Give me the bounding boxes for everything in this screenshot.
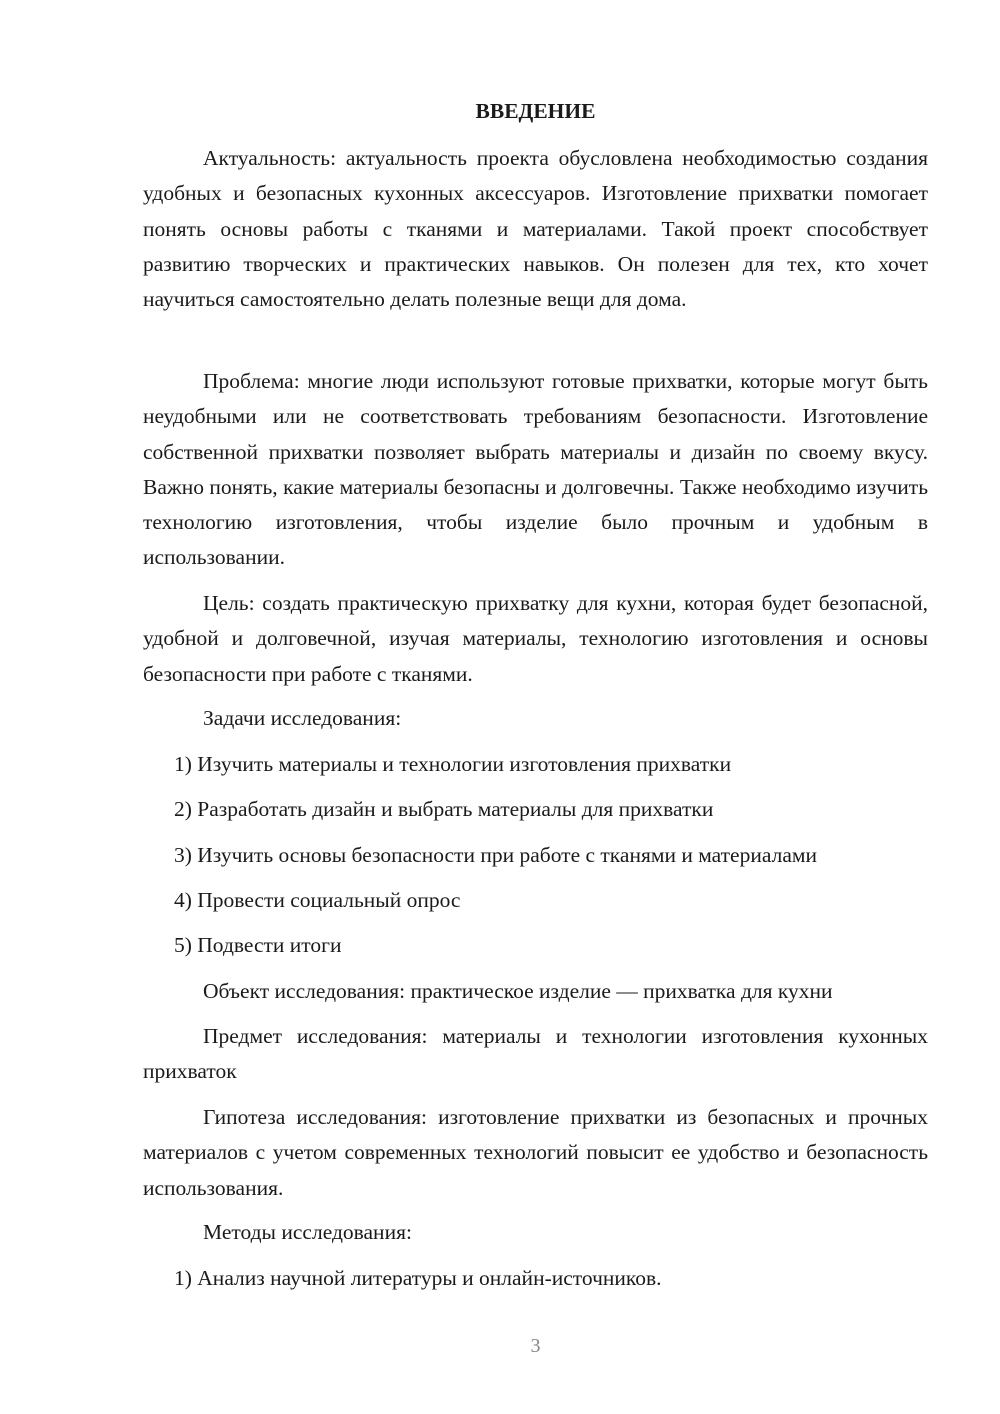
task-item-1: 1) Изучить материалы и технологии изготовления прихватки — [174, 752, 732, 776]
section-heading: ВВЕДЕНИЕ — [475, 99, 596, 123]
task-item-3: 3) Изучить основы безопасности при работе с тканями и материалами — [174, 843, 817, 867]
problem-paragraph: Проблема: многие люди используют готовые прихватки, которые могут быть неудобными или не соответствовать требованиям безопасности. Изготовление собственной прихватки позволяет выбрать материалы и дизайн по своему вкусу. Важно понять, какие материалы безопасны и долговечны. Также необходимо изучить технологию изготовления, чтобы изделие было прочным и удобным в использовании. — [143, 369, 928, 570]
relevance-paragraph: Актуальность: актуальность проекта обусловлена необходимостью создания удобных и безопасных кухонных аксессуаров. Изготовление прихватки помогает понять основы работы с тканями и материалами. Такой проект способствует развитию творческих и практических навыков. Он полезен для тех, кто хочет научиться самостоятельно делать полезные вещи для дома. — [143, 146, 928, 312]
document-page — [143, 0, 928, 1414]
tasks-title: Задачи исследования: — [203, 706, 402, 730]
method-item-1: 1) Анализ научной литературы и онлайн-источников. — [174, 1266, 662, 1290]
hypothesis-paragraph: Гипотеза исследования: изготовление прихватки из безопасных и прочных материалов с учетом современных технологий повысит ее удобство и безопасность использования. — [143, 1105, 928, 1200]
task-item-4: 4) Провести социальный опрос — [174, 888, 461, 912]
task-item-2: 2) Разработать дизайн и выбрать материалы для прихватки — [174, 797, 714, 821]
subject-paragraph: Предмет исследования: материалы и технологии изготовления кухонных прихваток — [143, 1024, 928, 1084]
goal-paragraph: Цель: создать практическую прихватку для кухни, которая будет безопасной, удобной и долговечной, изучая материалы, технологию изготовления и основы безопасности при работе с тканями. — [143, 591, 928, 686]
object-line: Объект исследования: практическое изделие — прихватка для кухни — [203, 979, 833, 1003]
task-item-5: 5) Подвести итоги — [174, 933, 342, 957]
methods-title: Методы исследования: — [203, 1220, 412, 1244]
page-number: 3 — [530, 1335, 541, 1357]
